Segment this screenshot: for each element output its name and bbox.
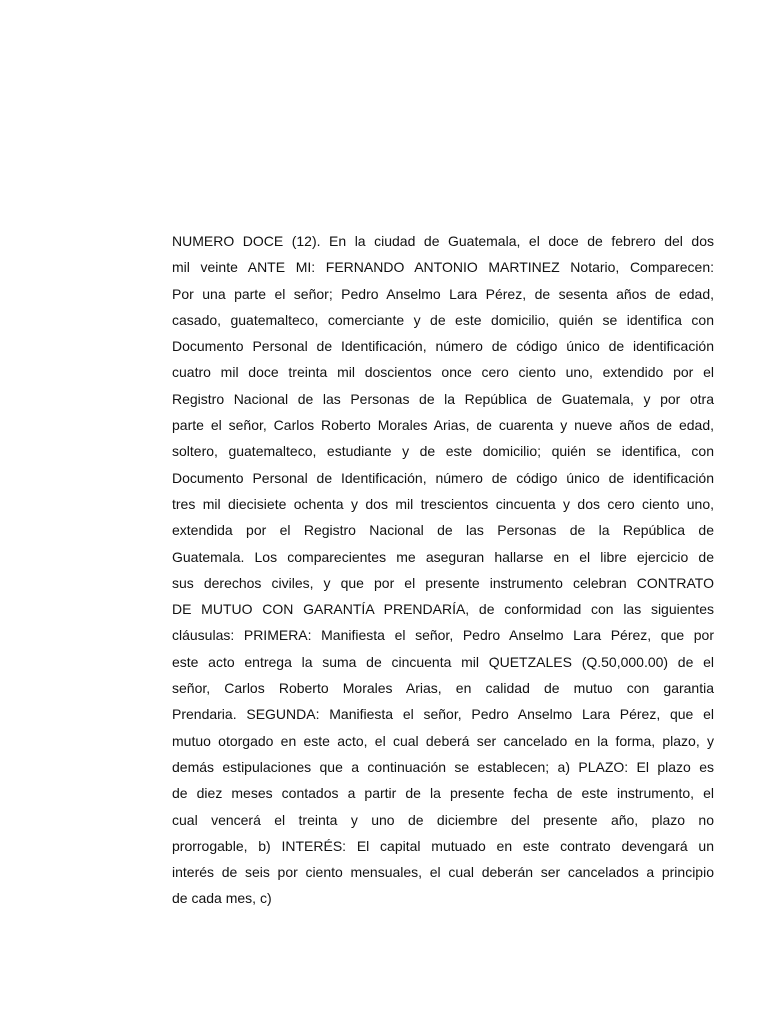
text-line: interés de seis por ciento mensuales, el cual deberán ser cancelados a principio <box>172 864 714 881</box>
text-line: cuatro mil doce treinta mil doscientos once cero ciento uno, extendido por el <box>172 364 714 381</box>
text-line: parte el señor, Carlos Roberto Morales Arias, de cuarenta y nueve años de edad, <box>172 417 714 434</box>
text-line: extendida por el Registro Nacional de las Personas de la República de <box>172 522 714 539</box>
text-line: Documento Personal de Identificación, número de código único de identificación <box>172 338 714 355</box>
text-line: este acto entrega la suma de cincuenta mil QUETZALES (Q.50,000.00) de el <box>172 653 714 670</box>
text-line: sus derechos civiles, y que por el presente instrumento celebran CONTRATO <box>172 574 714 591</box>
text-line: Por una parte el señor; Pedro Anselmo Lara Pérez, de sesenta años de edad, <box>172 285 714 302</box>
text-line: mil veinte ANTE MI: FERNANDO ANTONIO MARTINEZ Notario, Comparecen: <box>172 259 714 276</box>
contract-paragraph <box>172 228 714 912</box>
text-line: de cada mes, c) <box>172 890 272 907</box>
text-line: cláusulas: PRIMERA: Manifiesta el señor, Pedro Anselmo Lara Pérez, que por <box>172 627 714 644</box>
text-line: Guatemala. Los comparecientes me aseguran hallarse en el libre ejercicio de <box>172 548 714 565</box>
text-line: NUMERO DOCE (12). En la ciudad de Guatemala, el doce de febrero del dos <box>172 233 714 249</box>
text-line: de diez meses contados a partir de la presente fecha de este instrumento, el <box>172 785 714 802</box>
text-line: Registro Nacional de las Personas de la República de Guatemala, y por otra <box>172 390 714 407</box>
text-line: casado, guatemalteco, comerciante y de este domicilio, quién se identifica con <box>172 311 714 328</box>
text-line: Prendaria. SEGUNDA: Manifiesta el señor, Pedro Anselmo Lara Pérez, que el <box>172 706 714 723</box>
text-line: cual vencerá el treinta y uno de diciembre del presente año, plazo no <box>172 811 714 828</box>
text-line: prorrogable, b) INTERÉS: El capital mutuado en este contrato devengará un <box>172 837 714 854</box>
text-line: DE MUTUO CON GARANTÍA PRENDARÍA, de conformidad con las siguientes <box>172 601 714 618</box>
text-line: Documento Personal de Identificación, número de código único de identificación <box>172 469 714 486</box>
text-line: señor, Carlos Roberto Morales Arias, en calidad de mutuo con garantia <box>172 680 714 697</box>
text-line: demás estipulaciones que a continuación se establecen; a) PLAZO: El plazo es <box>172 758 714 775</box>
text-line: tres mil diecisiete ochenta y dos mil trescientos cincuenta y dos cero ciento uno, <box>172 495 714 512</box>
text-line: soltero, guatemalteco, estudiante y de este domicilio; quién se identifica, con <box>172 443 714 460</box>
text-line: mutuo otorgado en este acto, el cual deberá ser cancelado en la forma, plazo, y <box>172 732 714 749</box>
